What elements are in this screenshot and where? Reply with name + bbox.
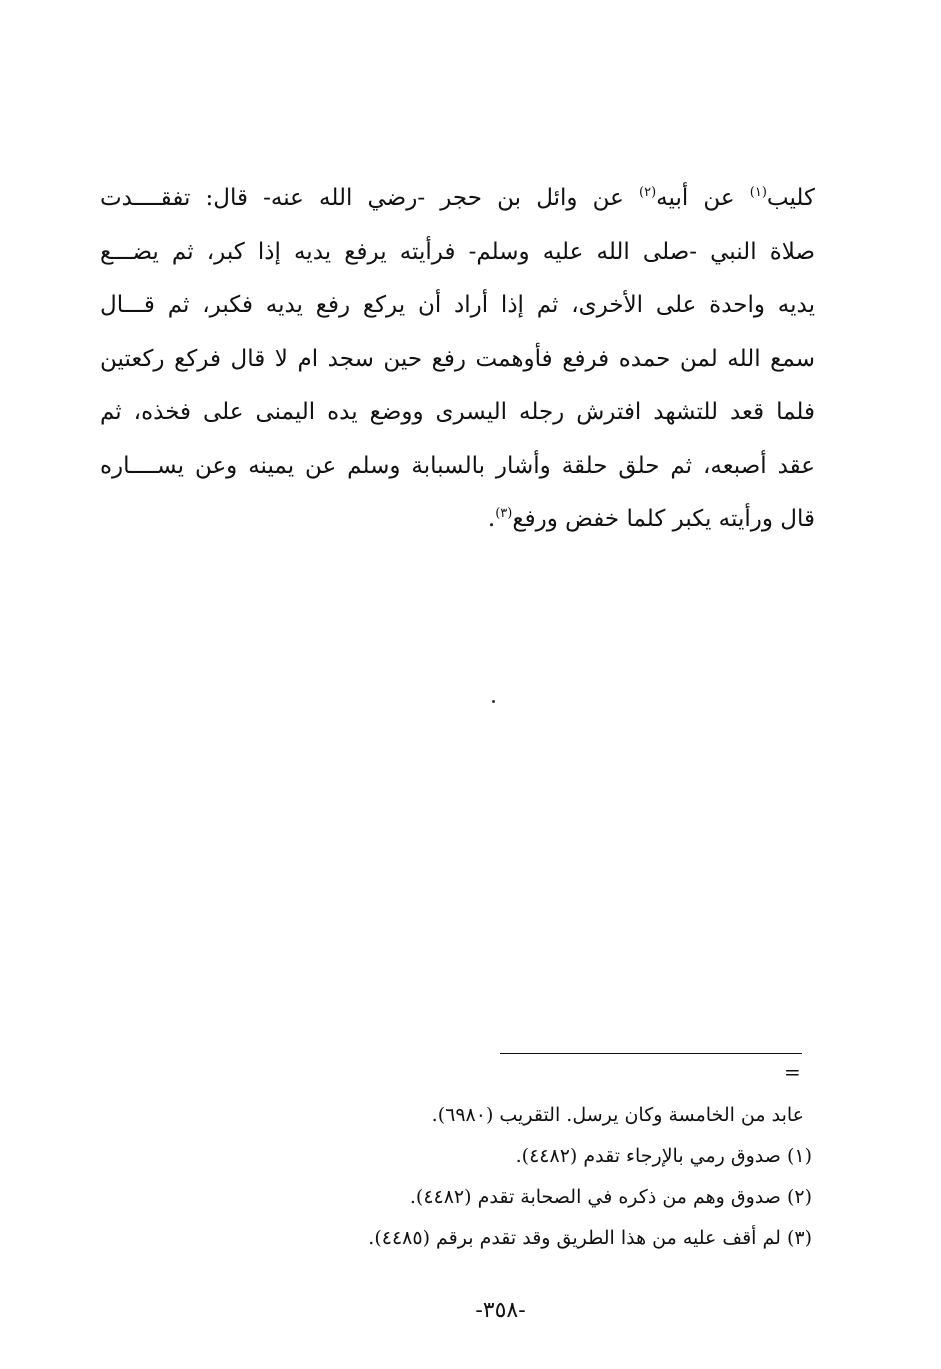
- text-line-3: يديه واحدة على الأخرى، ثم إذا أراد أن يركع رفع يديه فكبر، ثم قـــال: [100, 292, 815, 318]
- footnote-continuation-mark: =: [784, 1060, 801, 1084]
- text-line-2: صلاة النبي -صلى الله عليه وسلم- فرأيته يرفع يديه إذا كبر، ثم يضـــع: [100, 238, 815, 265]
- scan-speck: [492, 700, 495, 703]
- footnote-ref-1: (١): [749, 185, 767, 200]
- main-text: [100, 172, 815, 547]
- footnote-1: (١) صدوق رمي بالإرجاء تقدم (٤٤٨٢).: [515, 1145, 812, 1167]
- page-number: -٣٥٨-: [475, 1298, 526, 1323]
- text-line-6: عقد أصبعه، ثم حلق حلقة وأشار بالسبابة وسلم عن يمينه وعن يســــاره: [100, 452, 815, 479]
- text-line-5: فلما قعد للتشهد افترش رجله اليسرى ووضع يده اليمنى على فخذه، ثم: [100, 399, 815, 425]
- footnote-2: (٢) صدوق وهم من ذكره في الصحابة تقدم (٤٤٨٢).: [409, 1186, 812, 1208]
- text-line-7: قال ورأيته يكبر كلما خفض ورفع$^{(٣)}$.: [487, 506, 815, 532]
- footnote-separator: [500, 1053, 802, 1054]
- text-line-4: سمع الله لمن حمده فرفع فأوهمت رفع حين سجد ام لا قال فركع ركعتين: [100, 345, 815, 372]
- text-line-1: كليب$^{(١)}$ عن أبيه$^{(٢)}$ عن وائل بن حجر -رضي الله عنه- قال: تفقــــدت: [100, 185, 815, 211]
- footnote-ref-3: (٣): [495, 506, 513, 521]
- footnote-3: (٣) لم أقف عليه من هذا الطريق وقد تقدم برقم (٤٤٨٥).: [368, 1227, 812, 1249]
- footnotes: [200, 1095, 812, 1259]
- footnote-ref-2: (٢): [639, 185, 657, 200]
- footnote-continuation: عابد من الخامسة وكان يرسل. التقريب (٦٩٨٠).: [431, 1104, 804, 1126]
